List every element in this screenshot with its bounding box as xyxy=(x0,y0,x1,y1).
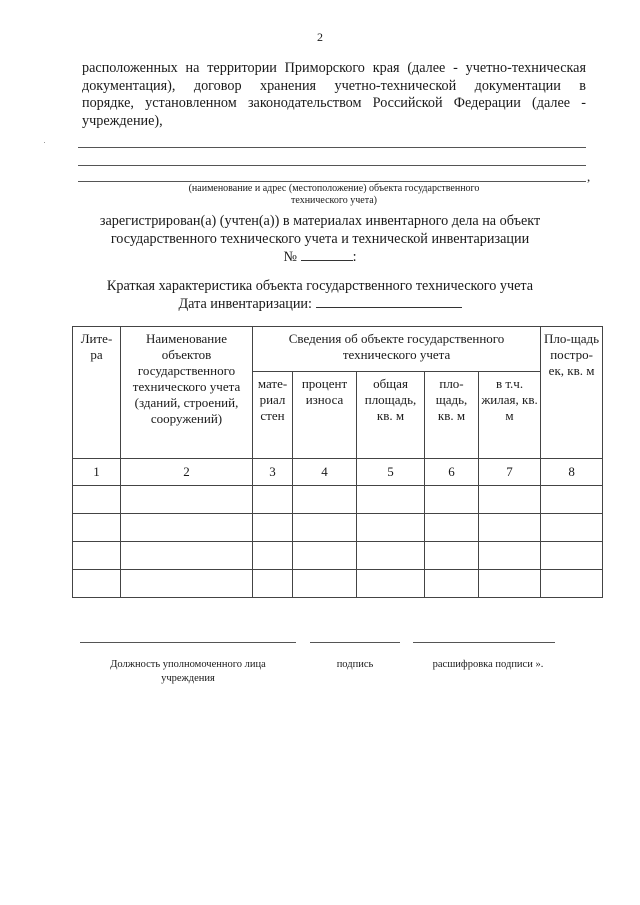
table-row xyxy=(73,570,603,598)
intro-line-1: расположенных на территории Приморского края (далее - учетно-техническая xyxy=(82,60,586,76)
position-label-line-2: учреждения xyxy=(161,673,215,684)
table-cell xyxy=(121,486,253,514)
table-cell xyxy=(357,514,425,542)
table-cell xyxy=(253,514,293,542)
table-cell xyxy=(425,570,479,598)
header-object-info-group: Сведения об объекте государственного технического учета xyxy=(253,327,541,372)
table-cell xyxy=(253,570,293,598)
margin-speck xyxy=(44,142,45,143)
table-cell xyxy=(479,542,541,570)
table-cell xyxy=(425,514,479,542)
header-object-name: Наименование объектов государственного технического учета (зданий, строений, сооружений) xyxy=(121,327,253,459)
position-signature-line xyxy=(80,642,296,643)
position-label-line-1: Должность уполномоченного лица xyxy=(110,659,266,670)
object-caption-line-2: технического учета) xyxy=(291,195,377,206)
column-number: 2 xyxy=(121,459,253,486)
position-label xyxy=(80,658,296,686)
object-caption-line-1: (наименование и адрес (местоположение) объекта государственного xyxy=(188,183,480,194)
header-total-area: общая площадь, кв. м xyxy=(357,372,425,459)
column-number: 8 xyxy=(541,459,603,486)
column-number: 6 xyxy=(425,459,479,486)
header-wall-material: мате-риал стен xyxy=(253,372,293,459)
object-fill-line-1 xyxy=(78,147,586,148)
decode-signature-line xyxy=(413,642,555,643)
registration-number xyxy=(60,248,580,266)
header-living-area: в т.ч. жилая, кв. м xyxy=(479,372,541,459)
object-caption xyxy=(120,183,548,207)
table-cell xyxy=(293,514,357,542)
table-cell xyxy=(541,486,603,514)
decode-label: расшифровка подписи ». xyxy=(432,659,544,670)
table-cell xyxy=(253,486,293,514)
object-fill-line-2 xyxy=(78,165,586,166)
header-area: пло-щадь, кв. м xyxy=(425,372,479,459)
inventory-date-row xyxy=(60,295,580,313)
table-cell xyxy=(357,486,425,514)
signature-label: подпись xyxy=(336,659,374,670)
table-cell xyxy=(479,486,541,514)
table-cell xyxy=(121,514,253,542)
table-cell xyxy=(541,570,603,598)
column-numbers-row xyxy=(73,459,603,486)
table-cell xyxy=(479,570,541,598)
object-fill-line-3 xyxy=(78,181,586,182)
inventory-date-blank xyxy=(316,295,462,308)
intro-paragraph xyxy=(82,60,586,130)
table-cell xyxy=(253,542,293,570)
column-number: 3 xyxy=(253,459,293,486)
page-number: 2 xyxy=(317,30,323,44)
header-built-area: Пло-щадь постро-ек, кв. м xyxy=(541,327,603,459)
header-litera: Лите-ра xyxy=(73,327,121,459)
column-number: 1 xyxy=(73,459,121,486)
table-cell xyxy=(73,514,121,542)
table-cell xyxy=(121,542,253,570)
registration-line-2: государственного технического учета и технической инвентаризации xyxy=(110,231,530,247)
intro-line-2: документация), договор хранения учетно-технической документации в xyxy=(82,77,586,94)
table-cell xyxy=(73,570,121,598)
table-cell xyxy=(541,514,603,542)
header-wear-percent: процент износа xyxy=(293,372,357,459)
table-cell xyxy=(357,570,425,598)
number-sign: № xyxy=(283,249,298,265)
section-title: Краткая характеристика объекта государственного технического учета xyxy=(106,278,534,294)
table-cell xyxy=(357,542,425,570)
intro-line-3: порядке, установленном законодательством Российской Федерации (далее - xyxy=(82,95,586,111)
table-row xyxy=(73,514,603,542)
number-colon: : xyxy=(352,249,357,265)
table-cell xyxy=(541,542,603,570)
inventory-date-label: Дата инвентаризации: xyxy=(178,296,312,312)
intro-line-4: учреждение), xyxy=(82,112,163,129)
object-characteristics-table xyxy=(72,326,603,598)
column-number: 5 xyxy=(357,459,425,486)
column-number: 4 xyxy=(293,459,357,486)
signature-line xyxy=(310,642,400,643)
fill-comma: , xyxy=(587,169,591,184)
column-number: 7 xyxy=(479,459,541,486)
table-cell xyxy=(73,486,121,514)
table-cell xyxy=(425,486,479,514)
table-row xyxy=(73,486,603,514)
number-blank xyxy=(301,248,353,261)
table-cell xyxy=(73,542,121,570)
table-row xyxy=(73,542,603,570)
table-cell xyxy=(425,542,479,570)
table-cell xyxy=(293,486,357,514)
table-cell xyxy=(293,570,357,598)
table-cell xyxy=(293,542,357,570)
table-cell xyxy=(479,514,541,542)
registration-line-1: зарегистрирован(а) (учтен(а)) в материалах инвентарного дела на объект xyxy=(99,213,541,229)
table-cell xyxy=(121,570,253,598)
